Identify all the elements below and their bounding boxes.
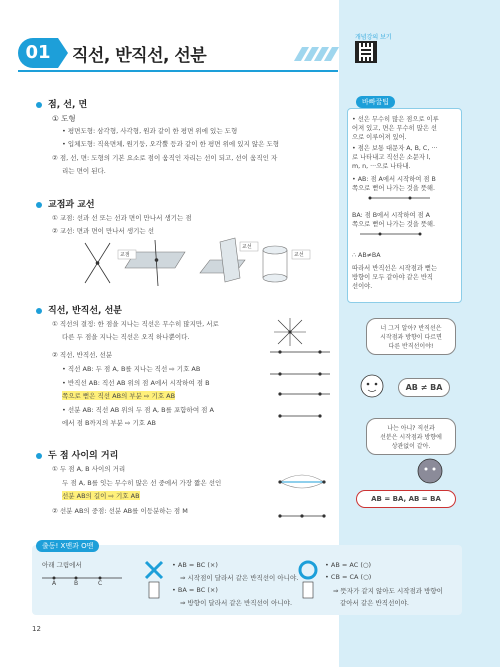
x-reason-2: ⇒ 방향이 달라서 같은 반직선이 아니야.	[180, 599, 293, 607]
x-statement-2: • BA = BC (×)	[172, 586, 218, 594]
x-man-icon	[142, 556, 166, 604]
decorative-stripes	[298, 46, 338, 60]
mascot-cat-gray-icon	[410, 455, 450, 489]
bullet-dot-icon	[36, 453, 42, 459]
bottom-label: 출동! X맨과 O맨	[36, 540, 99, 552]
o-man-icon	[296, 556, 320, 604]
tip-line: • 점은 보통 대문자 A, B, C, ···	[352, 145, 438, 152]
bottom-caption: 아래 그림에서	[42, 561, 82, 569]
chapter-number-badge: 01	[18, 38, 58, 68]
tip-line: • AB: 점 A에서 시작하여 점 B	[352, 176, 436, 183]
x-reason-1: ⇒ 시작점이 달라서 같은 반직선이 아니야.	[180, 574, 299, 582]
ray-tip-figures	[360, 190, 450, 250]
s2-item-2: ② 교선: 면과 면이 만나서 생기는 선	[52, 227, 155, 235]
s1-item-1a: • 평면도형: 삼각형, 사각형, 원과 같이 한 평면 위에 있는 도형	[62, 127, 238, 135]
section-title-3: 직선, 반직선, 선분	[36, 303, 122, 316]
point-label-a: A	[52, 580, 57, 587]
section-title-1: 점, 선, 면	[36, 97, 87, 110]
section-title-2: 교점과 교선	[36, 197, 95, 210]
s3-item-2: ② 직선, 반직선, 선분	[52, 351, 113, 359]
s1-item-1: ① 도형	[52, 114, 76, 123]
s4-item-2: ② 선분 AB의 중점: 선분 AB를 이등분하는 점 M	[52, 507, 188, 515]
fig-label-intersection-point: 교점	[120, 252, 130, 258]
tip-line: BA: 점 B에서 시작하여 점 A	[352, 212, 430, 219]
s4-item-1a: 두 점 A, B를 잇는 무수히 많은 선 중에서 가장 짧은 선인	[62, 479, 222, 487]
bullet-dot-icon	[36, 202, 42, 208]
s3-bullet-ray-b: 쪽으로 뻗은 직선 AB의 부분 ⇨ 기호 AB	[62, 392, 176, 400]
chapter-title: 직선, 반직선, 선분	[72, 46, 207, 66]
tip-line: 따라서 반직선은 시작점과 뻗는	[352, 265, 438, 272]
tip-title: 바빠꿀팁	[356, 96, 395, 108]
o-reason-2: 같아서 같은 반직선이야.	[340, 599, 409, 607]
tip-line: 으로 이루어져 있어.	[352, 134, 407, 141]
tip-line: ∴ AB≠BA	[352, 252, 381, 259]
tip-line: 로 나타내고 직선은 소문자 l,	[352, 154, 431, 161]
x-statement-1: • AB = BC (×)	[172, 561, 218, 569]
header-underline	[18, 70, 338, 72]
bullet-dot-icon	[36, 102, 42, 108]
tip-line: 선이야.	[352, 283, 373, 290]
s1-item-2b: 리는 면이 된다.	[62, 167, 106, 175]
distance-figures	[272, 470, 332, 530]
tip-line: 방향이 모두 같아야 같은 반직	[352, 274, 433, 281]
speech-bubble-1: 너 그거 알아? 반직선은 시작점과 방향이 다르면 다른 반직선이야!	[366, 318, 456, 355]
qr-label: 개념강의 보기	[355, 34, 392, 41]
s3-bullet-segment-a: • 선분 AB: 직선 AB 위의 두 점 A, B를 포함하여 점 A	[62, 406, 214, 414]
s4-item-1: ① 두 점 A, B 사이의 거리	[52, 465, 126, 473]
page-number: 12	[32, 625, 41, 633]
speech-bubble-2: 나는 아니? 직선과 선분은 시작점과 방향에 상관없이 같아.	[366, 418, 456, 455]
s1-item-1b: • 입체도형: 직육면체, 원기둥, 오각뿔 등과 같이 한 평면 위에 있지 않은 도형	[62, 140, 280, 148]
section-title-4: 두 점 사이의 거리	[36, 448, 118, 461]
o-reason-1: ⇒ 뜻자가 같지 않아도 시작점과 방향이	[333, 587, 443, 595]
tip-line: 쪽으로 뻗어 나가는 것을 뜻해.	[352, 185, 436, 192]
bullet-dot-icon	[36, 308, 42, 314]
fig-label-intersection-line-1: 교선	[242, 244, 252, 250]
fig-label-intersection-line-2: 교선	[294, 252, 304, 258]
intersection-figures	[80, 238, 320, 290]
tip-line: m, n, ···으로 나타내.	[352, 163, 411, 170]
tip-line: 어져 있고, 면은 무수히 많은 선	[352, 125, 438, 132]
point-label-c: C	[98, 580, 103, 587]
equality-box: AB = BA, AB = BA	[356, 490, 456, 508]
o-statement-2: • CB = CA (○)	[325, 573, 372, 581]
chapter-header	[18, 38, 336, 68]
s3-bullet-line: • 직선 AB: 두 점 A, B를 지나는 직선 ⇨ 기호 AB	[62, 365, 201, 373]
s3-item-1a: ① 직선의 결정: 한 점을 지나는 직선은 무수히 많지만, 서로	[52, 320, 219, 328]
line-figures	[270, 316, 330, 436]
tip-line: • 선은 무수히 많은 점으로 이루	[352, 116, 439, 123]
mascot-cat-icon	[355, 368, 389, 408]
s3-bullet-segment-b: 에서 점 B까지의 부분 ⇨ 기호 AB	[62, 419, 156, 427]
o-statement-1: • AB = AC (○)	[325, 561, 372, 569]
point-label-b: B	[74, 580, 79, 587]
s3-bullet-ray-a: • 반직선 AB: 직선 AB 위의 점 A에서 시작하여 점 B	[62, 379, 210, 387]
tip-line: 쪽으로 뻗어 나가는 것을 뜻해.	[352, 221, 436, 228]
s4-item-1b: 선분 AB의 길이 ⇨ 기호 AB	[62, 492, 140, 500]
s2-item-1: ① 교점: 선과 선 또는 선과 면이 만나서 생기는 점	[52, 214, 192, 222]
s1-item-2a: ② 점, 선, 면: 도형의 기본 요소로 점이 움직인 자리는 선이 되고, 선이 움직인 자	[52, 154, 278, 162]
s3-item-1b: 다른 두 점을 지나는 직선은 오직 하나뿐이다.	[62, 333, 190, 341]
ray-inequality-box: AB ≠ BA	[398, 378, 450, 397]
qr-code-icon[interactable]	[355, 41, 377, 63]
